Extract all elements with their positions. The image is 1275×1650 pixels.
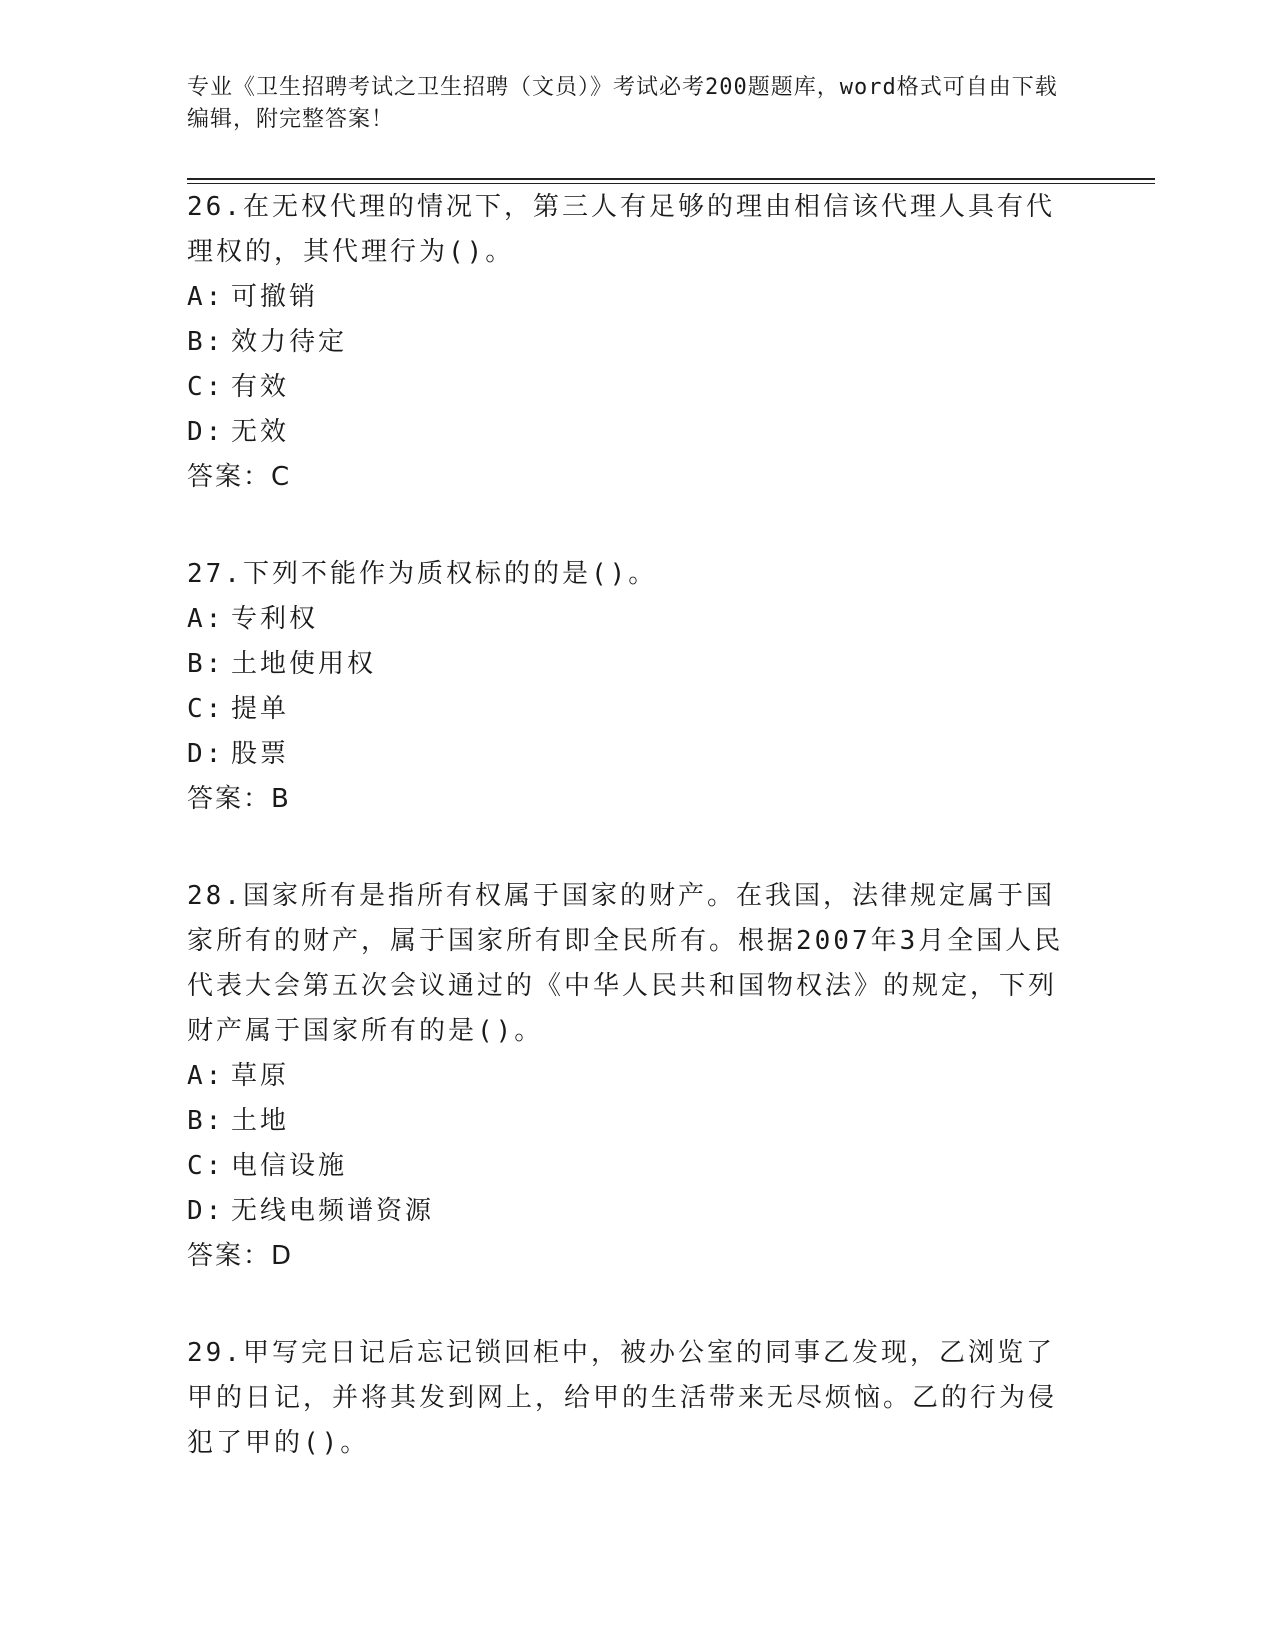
question-28 <box>187 874 1077 1279</box>
answer-label: 答案： <box>187 462 272 492</box>
option-text: 提单 <box>231 694 290 724</box>
question-text: 26.在无权代理的情况下，第三人有足够的理由相信该代理人具有代理权的，其代理行为()。 <box>187 192 1055 267</box>
option-text: 无线电频谱资源 <box>231 1196 435 1226</box>
option-text: 土地使用权 <box>231 649 377 679</box>
option-text: 股票 <box>231 739 290 769</box>
answer-value: B <box>271 784 291 814</box>
answer-value: C <box>271 462 292 492</box>
option-key: C: <box>187 372 225 402</box>
option-key: B: <box>187 1106 225 1136</box>
option-text: 土地 <box>231 1106 290 1136</box>
answer-label: 答案： <box>187 784 272 814</box>
option-b <box>187 642 1077 687</box>
option-text: 电信设施 <box>231 1151 348 1181</box>
option-d <box>187 410 1077 455</box>
option-key: A: <box>187 1061 225 1091</box>
option-key: B: <box>187 327 225 357</box>
option-key: C: <box>187 1151 225 1181</box>
option-text: 有效 <box>231 372 290 402</box>
option-key: C: <box>187 694 225 724</box>
option-key: A: <box>187 604 225 634</box>
page-header: 专业《卫生招聘考试之卫生招聘（文员）》考试必考200题题库，word格式可自由下载编辑，附完整答案！ <box>187 75 1058 132</box>
option-b <box>187 1099 1077 1144</box>
option-text: 专利权 <box>231 604 319 634</box>
answer-line <box>187 1234 1077 1279</box>
option-text: 无效 <box>231 417 290 447</box>
option-key: A: <box>187 282 225 312</box>
question-26 <box>187 185 1077 500</box>
answer-label: 答案： <box>187 1241 272 1271</box>
option-key: D: <box>187 739 225 769</box>
option-text: 效力待定 <box>231 327 348 357</box>
option-key: D: <box>187 417 225 447</box>
header-divider <box>187 178 1155 184</box>
question-text: 28.国家所有是指所有权属于国家的财产。在我国，法律规定属于国家所有的财产，属于国家所有即全民所有。根据2007年3月全国人民代表大会第五次会议通过的《中华人民共和国物权法》的规定，下列财产属于国家所有的是()。 <box>187 881 1064 1046</box>
option-text: 草原 <box>231 1061 290 1091</box>
question-list <box>187 185 1077 1518</box>
option-a <box>187 275 1077 320</box>
answer-line <box>187 777 1077 822</box>
answer-line <box>187 455 1077 500</box>
option-c <box>187 365 1077 410</box>
question-27 <box>187 552 1077 822</box>
question-text: 27.下列不能作为质权标的的是()。 <box>187 559 658 589</box>
option-c <box>187 687 1077 732</box>
option-text: 可撤销 <box>231 282 319 312</box>
option-b <box>187 320 1077 365</box>
option-c <box>187 1144 1077 1189</box>
answer-value: D <box>271 1241 294 1271</box>
option-d <box>187 732 1077 777</box>
question-text: 29.甲写完日记后忘记锁回柜中，被办公室的同事乙发现，乙浏览了甲的日记，并将其发到网上，给甲的生活带来无尽烦恼。乙的行为侵犯了甲的()。 <box>187 1338 1058 1458</box>
question-29 <box>187 1331 1077 1466</box>
option-a <box>187 1054 1077 1099</box>
option-d <box>187 1189 1077 1234</box>
option-a <box>187 597 1077 642</box>
option-key: D: <box>187 1196 225 1226</box>
option-key: B: <box>187 649 225 679</box>
